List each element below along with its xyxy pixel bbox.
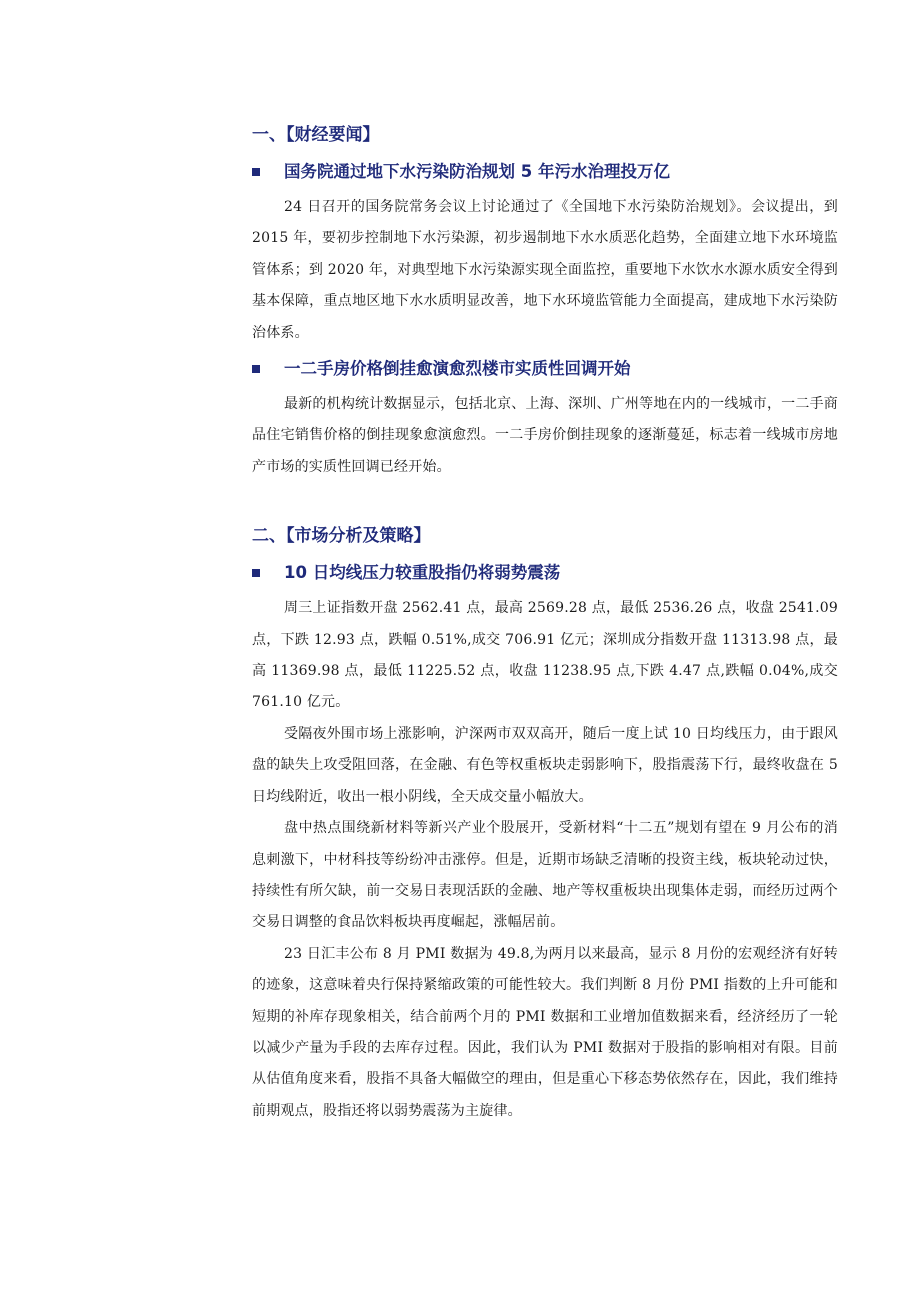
article-paragraph: 受隔夜外围市场上涨影响，沪深两市双双高开，随后一度上试 10 日均线压力，由于跟风盘的缺失上攻受阻回落，在金融、有色等权重板块走弱影响下，股指震荡下行，最终收盘在 5 日均线附近，收出一根小阴线，全天成交量小幅放大。 [252, 725, 838, 805]
section-title-news: 一、【财经要闻】 [252, 125, 380, 145]
square-bullet-icon [252, 569, 260, 577]
headline-text: 10 日均线压力较重股指仍将弱势震荡 [284, 563, 561, 583]
article-paragraph: 周三上证指数开盘 2562.41 点，最高 2569.28 点，最低 2536.26 点，收盘 2541.09 点，下跌 12.93 点，跌幅 0.51%,成交 706.91 亿元；深圳成分指数开盘 11313.98 点，最高 11369.98 点，最低 11225.52 点，收盘 11238.95 点,下跌 4.47 点,跌幅 0.04%,成交 761.10 亿元。 [252, 600, 838, 711]
headline-moving-average [252, 553, 838, 593]
headline-housing-prices [252, 349, 838, 389]
article-paragraph: 24 日召开的国务院常务会议上讨论通过了《全国地下水污染防治规划》。会议提出，到 2015 年，要初步控制地下水污染源，初步遏制地下水水质恶化趋势，全面建立地下水环境监管体系；到 2020 年，对典型地下水污染源实现全面监控，重要地下水饮水水源水质安全得到基本保障，重点地区地下水水质明显改善，地下水环境监管能力全面提高，建成地下水污染防治体系。 [252, 199, 838, 341]
article-paragraph: 盘中热点围绕新材料等新兴产业个股展开，受新材料“十二五”规划有望在 9 月公布的消息刺激下，中材科技等纷纷冲击涨停。但是，近期市场缺乏清晰的投资主线，板块轮动过快，持续性有所欠缺，前一交易日表现活跃的金融、地产等权重板块出现集体走弱，而经历过两个交易日调整的食品饮料板块再度崛起，涨幅居前。 [252, 820, 838, 931]
square-bullet-icon [252, 365, 260, 373]
document-page [252, 118, 838, 1127]
headline-groundwater [252, 152, 838, 192]
headline-text: 国务院通过地下水污染防治规划 5 年污水治理投万亿 [284, 162, 670, 181]
section-title-market-analysis: 二、【市场分析及策略】 [252, 526, 431, 547]
headline-text: 一二手房价格倒挂愈演愈烈楼市实质性回调开始 [284, 359, 631, 379]
square-bullet-icon [252, 168, 260, 176]
article-paragraph: 最新的机构统计数据显示，包括北京、上海、深圳、广州等地在内的一线城市，一二手商品住宅销售价格的倒挂现象愈演愈烈。一二手房价倒挂现象的逐渐蔓延，标志着一线城市房地产市场的实质性回调已经开始。 [252, 396, 838, 475]
section-spacer [252, 483, 838, 519]
article-paragraph: 23 日汇丰公布 8 月 PMI 数据为 49.8,为两月以来最高，显示 8 月份的宏观经济有好转的迹象，这意味着央行保持紧缩政策的可能性较大。我们判断 8 月份 PMI 指数的上升可能和短期的补库存现象相关，结合前两个月的 PMI 数据和工业增加值数据来看，经济经历了一轮以减少产量为手段的去库存过程。因此，我们认为 PMI 数据对于股指的影响相对有限。目前从估值角度来看，股指不具备大幅做空的理由，但是重心下移态势依然存在，因此，我们维持前期观点，股指还将以弱势震荡为主旋律。 [252, 945, 838, 1119]
